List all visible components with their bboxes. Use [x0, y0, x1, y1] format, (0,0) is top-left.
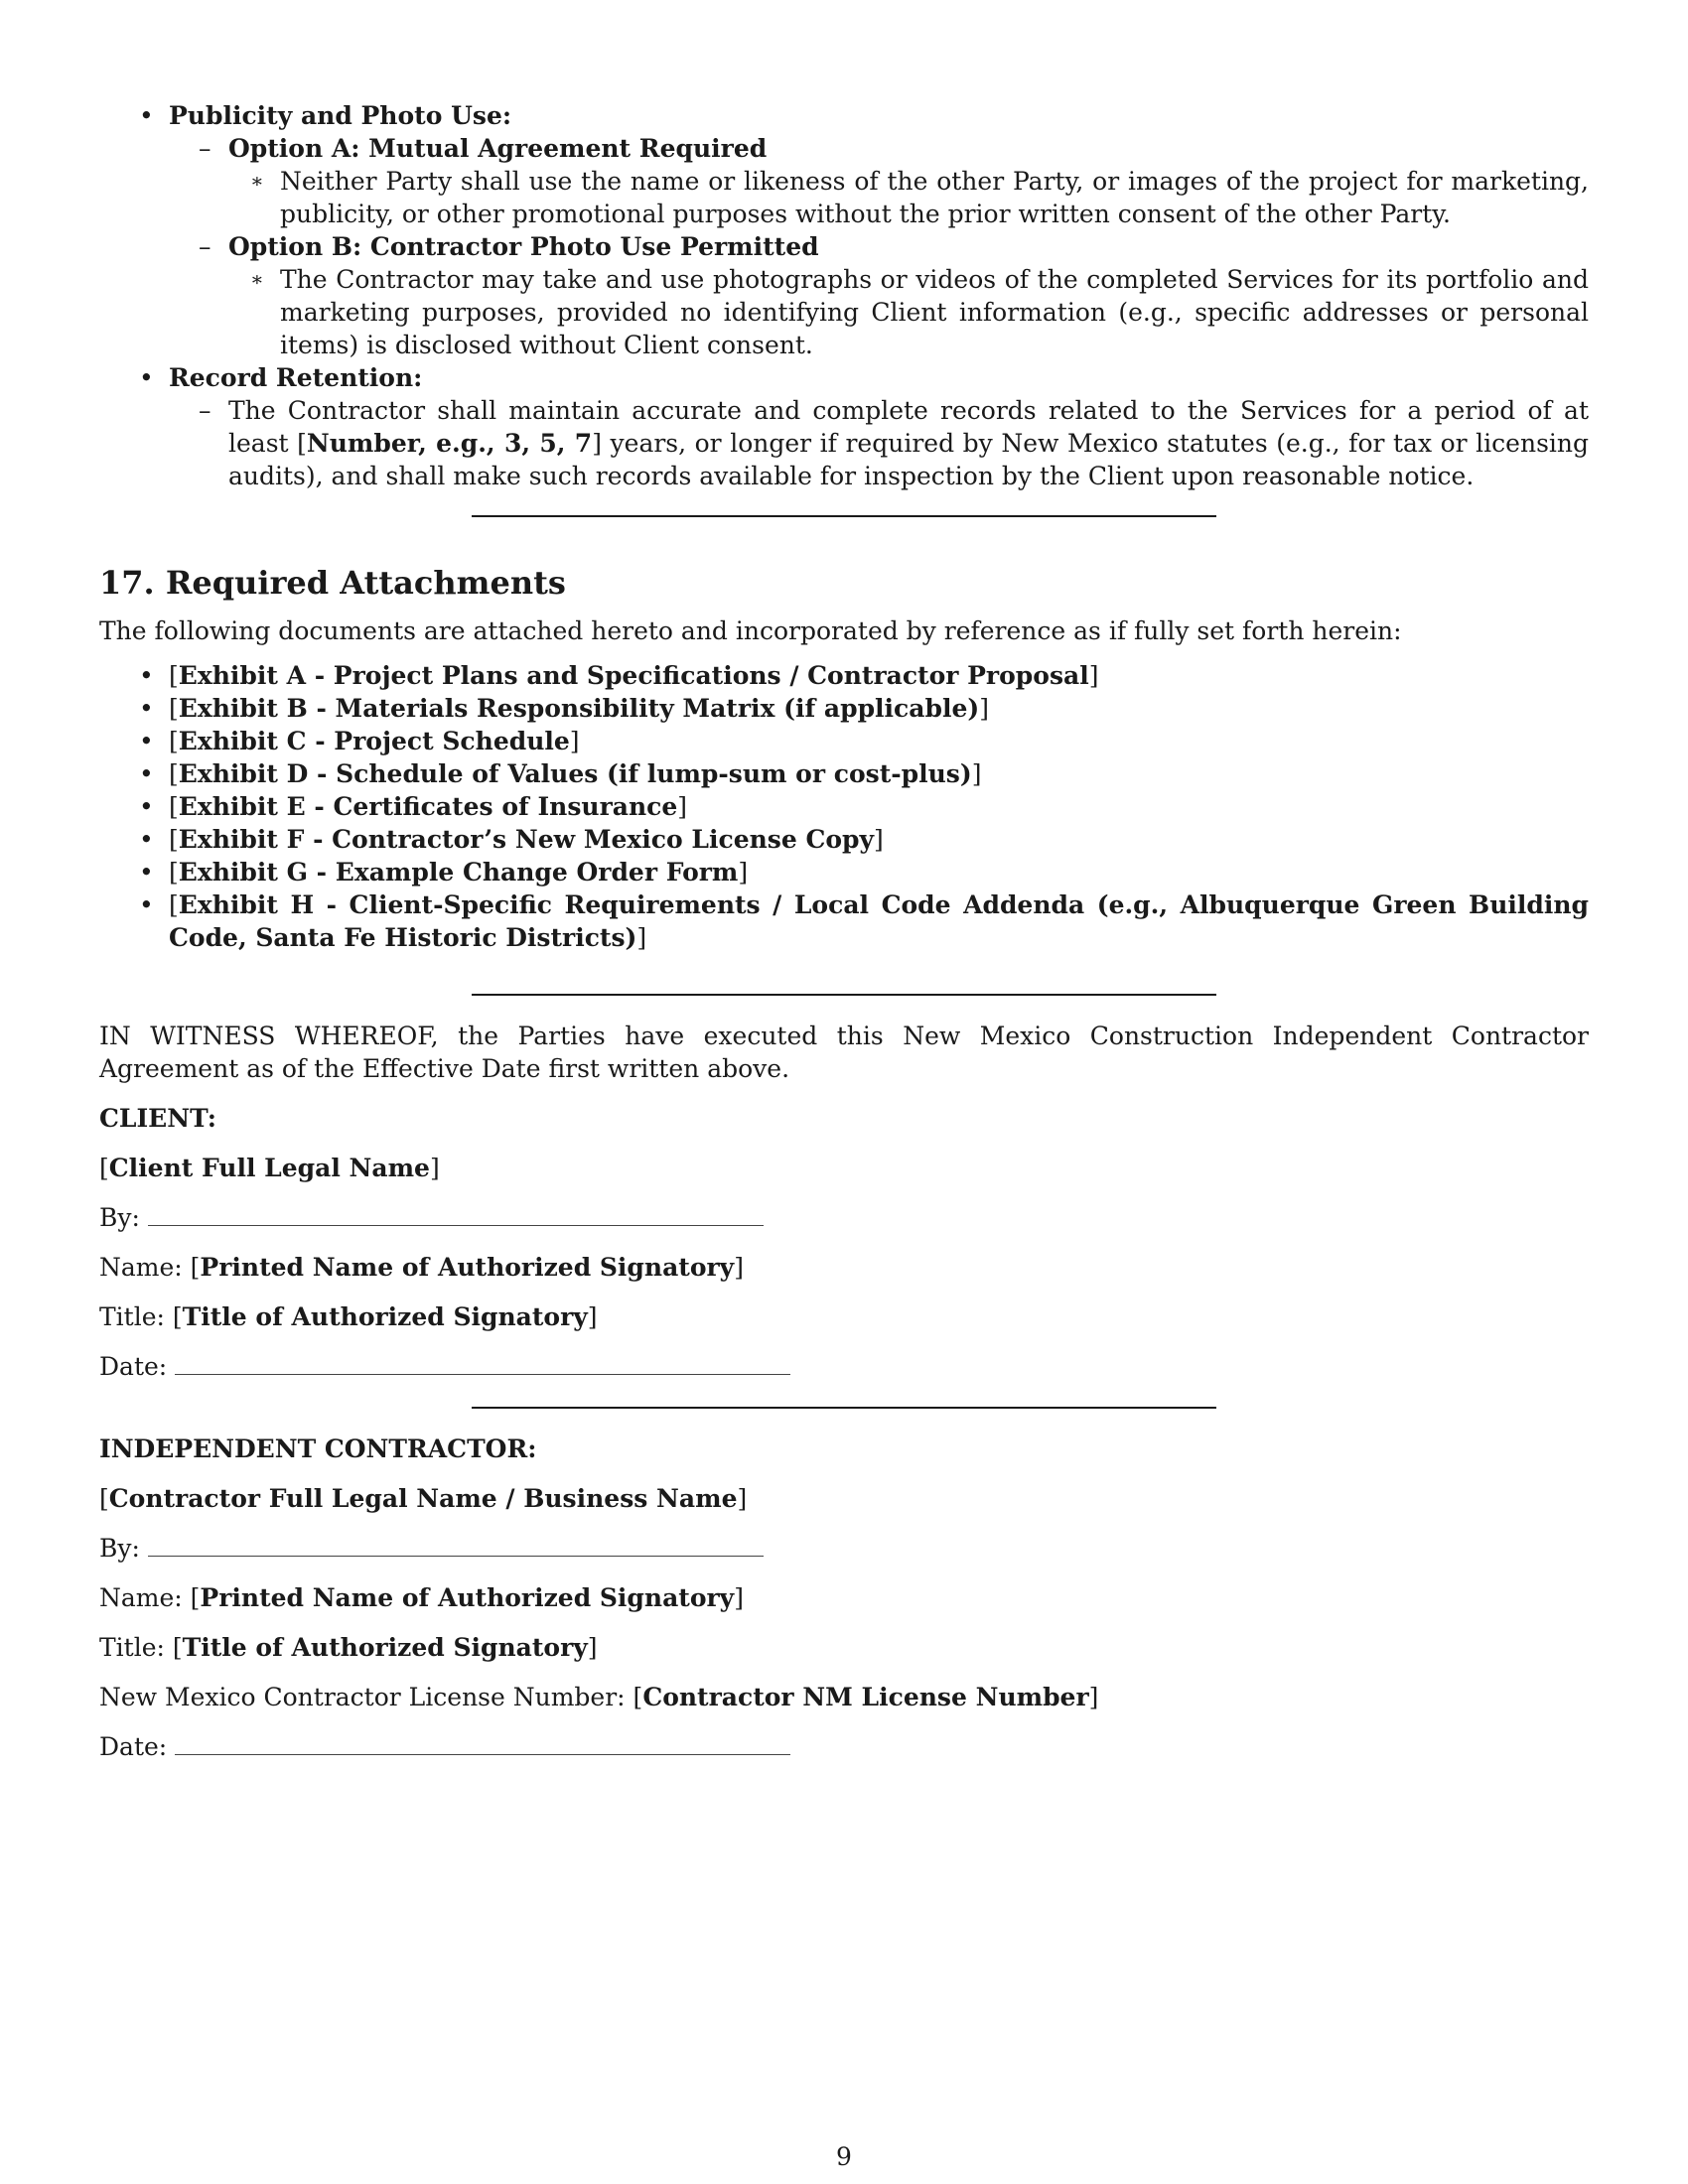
exhibit-e: Exhibit E - Certificates of Insurance: [178, 792, 678, 821]
asterisk-marker: ∗: [250, 267, 264, 291]
list-item: • [Exhibit B - Materials Responsibility Matrix (if applicable)]: [139, 694, 989, 723]
records-text-after: ] years, or longer if required by New Mexico statutes (e.g., for tax or licensing audits), and shall make such records available for inspection by the Client upon reasonable notice.: [228, 429, 1590, 490]
name-label: Name:: [99, 1583, 183, 1612]
dash-marker: –: [199, 396, 211, 425]
bullet: •: [139, 363, 154, 392]
contractor-date-line: [99, 1730, 1589, 1763]
contractor-name-line: [Contractor Full Legal Name / Business Name]: [99, 1484, 748, 1513]
contractor-title: Title of Authorized Signatory: [182, 1633, 588, 1662]
title-label: Title:: [99, 1633, 165, 1662]
by-label: By:: [99, 1534, 140, 1563]
list-item: • [Exhibit F - Contractor’s New Mexico License Copy]: [139, 825, 884, 854]
section-divider: [472, 515, 1216, 517]
contractor-signature-line[interactable]: [148, 1534, 764, 1557]
bullet: •: [139, 825, 154, 854]
bullet: •: [139, 858, 154, 887]
contractor-printed-name-line: Name: [Printed Name of Authorized Signatory]: [99, 1583, 744, 1612]
list-item: • [Exhibit A - Project Plans and Specifications / Contractor Proposal]: [139, 661, 1099, 690]
client-signature-line[interactable]: [148, 1203, 764, 1226]
publicity-heading: Publicity and Photo Use:: [169, 101, 512, 130]
bullet: •: [139, 101, 154, 130]
bullet: •: [139, 890, 154, 919]
by-label: By:: [99, 1203, 140, 1232]
client-date-line: [99, 1350, 1589, 1383]
records-heading: Record Retention:: [169, 363, 423, 392]
contractor-printed-name: Printed Name of Authorized Signatory: [200, 1583, 735, 1612]
list-item: • [Exhibit H - Client-Specific Requirements / Local Code Addenda (e.g., Albuquerque Green Building Code, Santa Fe Historic Districts)]: [139, 890, 1589, 952]
records-text-before: The Contractor shall maintain accurate and complete records related to the Services for a period of at least [: [228, 396, 1589, 458]
client-name-line: [Client Full Legal Name]: [99, 1154, 440, 1182]
attachments-list: [99, 659, 1589, 954]
exhibit-b: Exhibit B - Materials Responsibility Matrix (if applicable): [178, 694, 980, 723]
option-a-text-item: [99, 165, 1589, 230]
records-placeholder: Number, e.g., 3, 5, 7: [306, 429, 593, 458]
exhibit-g: Exhibit G - Example Change Order Form: [178, 858, 739, 887]
list-item: • [Exhibit D - Schedule of Values (if lump-sum or cost-plus)]: [139, 759, 982, 788]
title-label: Title:: [99, 1302, 165, 1331]
list-item: • [Exhibit C - Project Schedule]: [139, 727, 580, 755]
client-by-line: [99, 1201, 1589, 1234]
contractor-date-field[interactable]: [175, 1732, 790, 1755]
bullet: •: [139, 792, 154, 821]
contractor-by-line: [99, 1532, 1589, 1565]
contractor-title-line: Title: [Title of Authorized Signatory]: [99, 1633, 598, 1662]
exhibit-a: Exhibit A - Project Plans and Specifications / Contractor Proposal: [178, 661, 1089, 690]
bullet: •: [139, 694, 154, 723]
publicity-item: [99, 99, 1589, 132]
client-printed-name-line: Name: [Printed Name of Authorized Signatory]: [99, 1253, 744, 1282]
client-title-line: Title: [Title of Authorized Signatory]: [99, 1302, 598, 1331]
option-a-title: Option A: Mutual Agreement Required: [228, 134, 768, 163]
records-text-item: [99, 394, 1589, 492]
exhibit-f: Exhibit F - Contractor’s New Mexico License Copy: [178, 825, 875, 854]
client-title: Title of Authorized Signatory: [182, 1302, 588, 1331]
dash-marker: –: [199, 232, 211, 261]
list-item: • [Exhibit G - Example Change Order Form]: [139, 858, 749, 887]
exhibit-c: Exhibit C - Project Schedule: [178, 727, 570, 755]
dash-marker: –: [199, 134, 211, 163]
option-b-text-item: [99, 263, 1589, 361]
contractor-license-number: Contractor NM License Number: [642, 1683, 1089, 1711]
asterisk-marker: ∗: [250, 169, 264, 193]
list-item: • [Exhibit E - Certificates of Insurance]: [139, 792, 688, 821]
contractor-name-placeholder: Contractor Full Legal Name / Business Name: [108, 1484, 738, 1513]
client-name-placeholder: Client Full Legal Name: [108, 1154, 430, 1182]
client-printed-name: Printed Name of Authorized Signatory: [200, 1253, 735, 1282]
option-a-item: [99, 132, 1589, 165]
option-a-text: Neither Party shall use the name or likeness of the other Party, or images of the project for marketing, publicity, or other promotional purposes without the prior written consent of the other Party.: [280, 167, 1589, 228]
records-text: [228, 394, 1589, 492]
option-b-text: The Contractor may take and use photographs or videos of the completed Services for its portfolio and marketing purposes, provided no identifying Client information (e.g., specific addresses or personal items) is disclosed without Client consent.: [280, 265, 1589, 359]
page-number: 9: [836, 2142, 852, 2171]
option-b-title: Option B: Contractor Photo Use Permitted: [228, 232, 819, 261]
bullet: •: [139, 661, 154, 690]
attachments-intro: The following documents are attached hereto and incorporated by reference as if fully set forth herein:: [99, 616, 1402, 645]
name-label: Name:: [99, 1253, 183, 1282]
exhibit-d: Exhibit D - Schedule of Values (if lump-sum or cost-plus): [178, 759, 972, 788]
section-divider: [472, 994, 1216, 996]
license-label: New Mexico Contractor License Number:: [99, 1683, 626, 1711]
date-label: Date:: [99, 1732, 168, 1761]
contractor-heading: INDEPENDENT CONTRACTOR:: [99, 1434, 537, 1463]
records-item: [99, 361, 1589, 394]
bullet: •: [139, 759, 154, 788]
option-b-item: [99, 230, 1589, 263]
witness-statement: IN WITNESS WHEREOF, the Parties have executed this New Mexico Construction Independent Contractor Agreement as of the Effective Date first written above.: [99, 1022, 1589, 1083]
bullet: •: [139, 727, 154, 755]
page-content: [99, 99, 1589, 1763]
client-heading: CLIENT:: [99, 1104, 217, 1133]
client-date-field[interactable]: [175, 1352, 790, 1375]
exhibit-h: Exhibit H - Client-Specific Requirements / Local Code Addenda (e.g., Albuquerque Green Building Code, Santa Fe Historic Districts): [169, 890, 1589, 952]
section-divider: [472, 1407, 1216, 1409]
section-17-heading: 17. Required Attachments: [99, 564, 566, 602]
contractor-license-line: New Mexico Contractor License Number: [Contractor NM License Number]: [99, 1683, 1099, 1711]
date-label: Date:: [99, 1352, 168, 1381]
